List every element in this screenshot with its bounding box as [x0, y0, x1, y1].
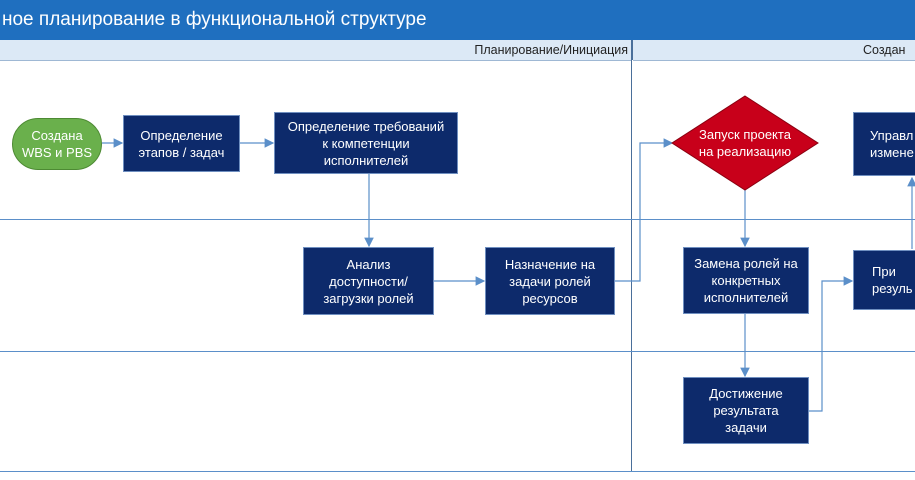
- process-accept-result: При резуль: [853, 250, 915, 310]
- decision-launch-label: Запуск проекта на реализацию: [698, 127, 792, 159]
- process-define-stages: Определение этапов / задач: [123, 115, 240, 172]
- process-define-requirements: Определение требований к компетенции исполнителей: [274, 112, 458, 174]
- phase-label-creation: Создан: [863, 43, 906, 57]
- connector-achieve-to-accept: [808, 281, 852, 411]
- process-analysis: Анализ доступности/ загрузки ролей: [303, 247, 434, 315]
- connector-assign-to-launch: [615, 143, 672, 281]
- process-replace-roles: Замена ролей на конкретных исполнителей: [683, 247, 809, 314]
- process-assign-roles: Назначение на задачи ролей ресурсов: [485, 247, 615, 315]
- process-achieve-result: Достижение результата задачи: [683, 377, 809, 444]
- start-node: Создана WBS и PBS: [12, 118, 102, 170]
- process-manage-changes: Управл измене: [853, 112, 915, 176]
- diagram-title: ное планирование в функциональной структуре: [2, 9, 427, 30]
- phase-label-planning: Планирование/Инициация: [474, 43, 628, 57]
